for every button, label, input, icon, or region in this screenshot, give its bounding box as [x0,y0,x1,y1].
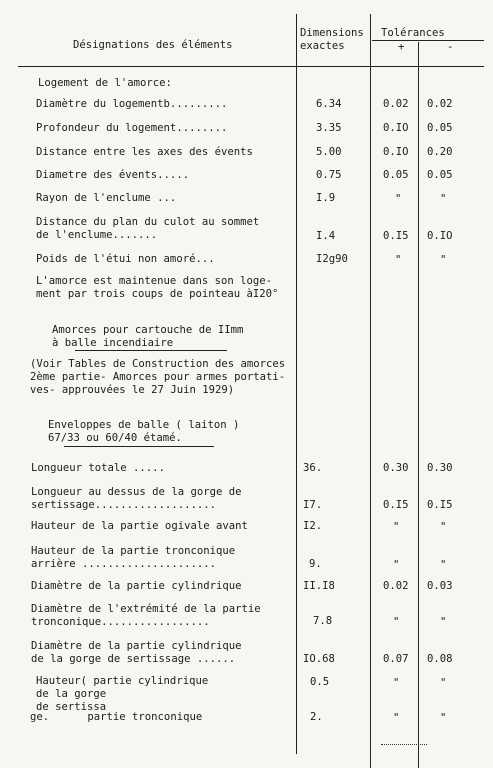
row-dimension: 36. [303,462,323,474]
row-tolerance-minus: 0.IO [427,230,453,242]
row-dimension: 9. [309,558,322,570]
section-title: Amorces pour cartouche de IImm à balle incendiaire [52,324,244,349]
row-tolerance-plus: 0.02 [383,98,409,110]
row-dimension: 7.8 [313,615,333,627]
row-tolerance-plus: " [393,616,400,628]
header-rule [18,66,484,67]
row-dimension: 3.35 [316,122,342,134]
row-note: L'amorce est maintenue dans son loge- ment par trois coups de pointeau àI20° [36,275,279,300]
section-title: Enveloppes de balle ( laiton ) 67/33 ou 60/40 étamé. [48,419,240,444]
row-tolerance-plus: " [393,712,400,724]
row-tolerance-minus: " [440,677,447,689]
row-tolerance-minus: " [440,193,447,205]
row-tolerance-plus: " [393,559,400,571]
row-label: Diamètre du logementb......... [36,98,228,110]
row-note: (Voir Tables de Construction des amorces 2ème partie- Amorces pour armes portati- ves- approuvées le 27 Juin 1929) [30,358,286,396]
column-divider-dimensions [370,14,371,768]
row-tolerance-plus: 0.07 [383,653,409,665]
header-designation: Désignations des éléments [73,39,233,51]
row-label: Longueur totale ..... [31,462,165,474]
row-tolerance-plus: 0.I5 [383,230,409,242]
continuation-dots [381,744,427,745]
row-tolerance-minus: 0.08 [427,653,453,665]
row-tolerance-plus: " [395,254,402,266]
row-label: Hauteur de la partie tronconique arrière ..................... [31,545,236,570]
row-dimension: I2. [303,520,323,532]
header-tolerances: Tolérances [381,27,445,39]
row-tolerance-plus: 0.I5 [383,499,409,511]
row-tolerance-plus: " [393,521,400,533]
row-tolerance-minus: 0.I5 [427,499,453,511]
row-label: Profondeur du logement........ [36,122,228,134]
row-tolerance-minus: 0.03 [427,580,453,592]
row-label: Diamètre de la partie cylindrique [31,580,242,592]
header-minus: - [447,41,454,53]
row-tolerance-minus: " [440,521,447,533]
row-tolerance-plus: " [395,193,402,205]
section-underline [75,350,227,351]
row-tolerance-plus: 0.IO [383,146,409,158]
row-tolerance-minus: " [440,559,447,571]
row-dimension: I.4 [316,230,336,242]
row-tolerance-plus: 0.05 [383,169,409,181]
column-divider-designation [296,14,297,754]
row-label: Distance entre les axes des évents [36,146,253,158]
row-dimension: 6.34 [316,98,342,110]
row-tolerance-plus: 0.02 [383,580,409,592]
row-label: Distance du plan du culot au sommet de l'enclume....... [36,216,260,241]
row-label: Diamètre de la partie cylindrique de la gorge de sertissage ...... [31,640,242,665]
row-label: Diametre des évents..... [36,169,190,181]
row-tolerance-minus: 0.02 [427,98,453,110]
row-tolerance-plus: 0.30 [383,462,409,474]
row-tolerance-plus: " [393,677,400,689]
row-dimension: I7. [303,499,323,511]
header-dimensions: Dimensions exactes [300,27,364,52]
row-tolerance-minus: " [440,254,447,266]
row-tolerance-minus: 0.30 [427,462,453,474]
row-label: Hauteur( partie cylindrique de la gorge de sertissa [36,675,209,713]
row-label: ge. partie tronconique [30,711,203,723]
tolerance-header-underline [372,40,484,41]
row-tolerance-minus: " [440,712,447,724]
row-label: Longueur au dessus de la gorge de sertissage................... [31,486,242,511]
row-dimension: 5.00 [316,146,342,158]
row-label: Poids de l'étui non amoré... [36,253,215,265]
row-tolerance-minus: " [440,616,447,628]
row-dimension: IO.68 [303,653,335,665]
row-dimension: 0.5 [310,676,330,688]
row-dimension: 2. [310,711,323,723]
column-divider-tolerance [418,42,419,768]
row-tolerance-minus: 0.05 [427,169,453,181]
row-dimension: II.I8 [303,580,335,592]
section-underline [64,446,214,447]
row-tolerance-minus: 0.05 [427,122,453,134]
header-plus: + [398,41,405,53]
row-label: Rayon de l'enclume ... [36,192,177,204]
row-label: Logement de l'amorce: [38,77,172,89]
row-dimension: I.9 [316,192,336,204]
row-dimension: 0.75 [316,169,342,181]
row-tolerance-minus: 0.20 [427,146,453,158]
row-label: Diamètre de l'extrémité de la partie tronconique................. [31,603,261,628]
row-tolerance-plus: 0.IO [383,122,409,134]
row-dimension: I2g90 [316,253,348,265]
row-label: Hauteur de la partie ogivale avant [31,520,248,532]
